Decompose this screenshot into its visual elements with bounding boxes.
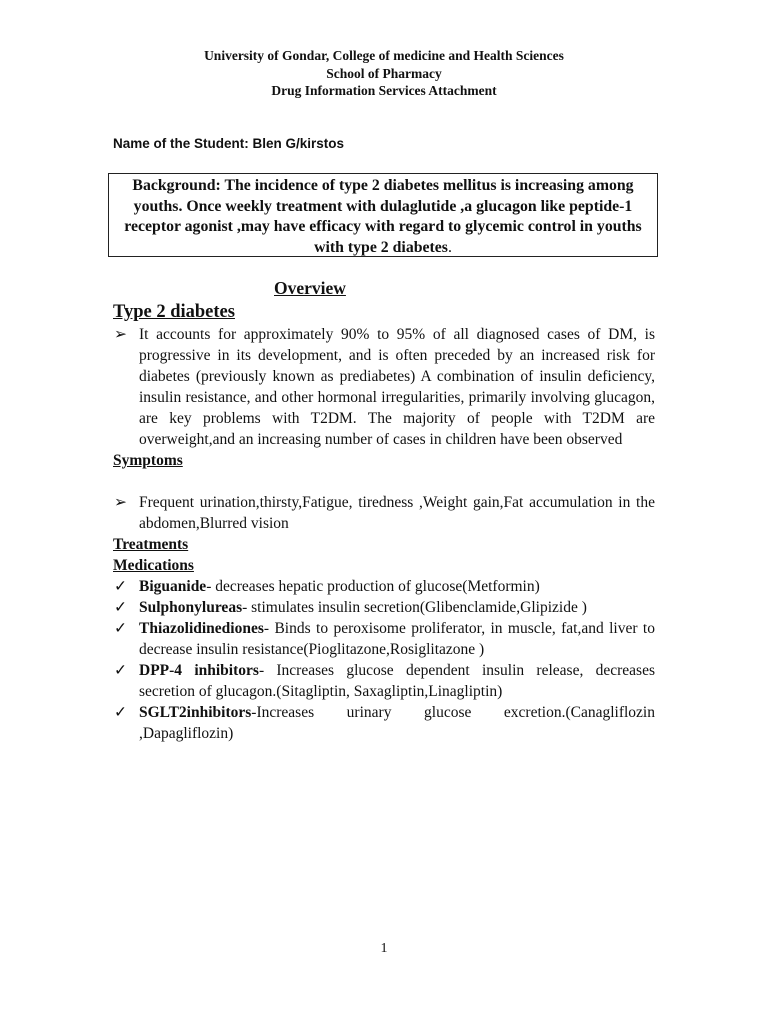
student-name: Name of the Student: Blen G/kirstos xyxy=(113,136,345,151)
checkmark-icon: ✓ xyxy=(114,620,127,637)
main-content xyxy=(113,301,655,744)
medication-name: SGLT2inhibitors xyxy=(139,704,252,721)
medication-item xyxy=(113,576,655,597)
symptoms-bullet xyxy=(113,492,655,534)
attachment-line: Drug Information Services Attachment xyxy=(271,83,497,98)
treatments-heading: Treatments xyxy=(113,536,189,553)
checkmark-icon: ✓ xyxy=(114,599,127,616)
arrowhead-bullet-icon: ➢ xyxy=(114,494,127,511)
spacer xyxy=(113,471,655,492)
checkmark-icon: ✓ xyxy=(114,578,127,595)
type2-bullet xyxy=(113,324,655,450)
school-line: School of Pharmacy xyxy=(326,65,442,81)
background-box xyxy=(108,173,658,257)
symptoms-bullet-text: Frequent urination,thirsty,Fatigue, tiredness ,Weight gain,Fat accumulation in the abdomen,Blurred vision xyxy=(139,494,655,532)
checkmark-icon: ✓ xyxy=(114,662,127,679)
medication-text: - decreases hepatic production of glucose(Metformin) xyxy=(206,578,540,595)
type2-heading: Type 2 diabetes xyxy=(113,302,235,322)
medication-text: - Increases glucose dependent insulin release, decreases secretion of glucagon.(Sitagliptin, Saxagliptin,Linagliptin) xyxy=(139,662,655,700)
university-line: University of Gondar, College of medicine and Health Sciences xyxy=(204,48,564,63)
page-number: 1 xyxy=(380,941,388,956)
symptoms-heading: Symptoms xyxy=(113,452,183,469)
checkmark-icon: ✓ xyxy=(114,704,127,721)
medication-name: DPP-4 inhibitors xyxy=(139,662,259,679)
medication-text: -Increases urinary glucose excretion.(Canagliflozin ,Dapagliflozin) xyxy=(139,704,655,742)
document-header xyxy=(0,47,768,100)
medication-item xyxy=(113,597,655,618)
medication-name: Biguanide xyxy=(139,578,207,595)
medication-item xyxy=(113,702,655,744)
medication-text: - Binds to peroxisome proliferator, in muscle, fat,and liver to decrease insulin resistance(Pioglitazone,Rosiglitazone ) xyxy=(139,620,655,658)
arrowhead-bullet-icon: ➢ xyxy=(114,326,127,343)
type2-bullet-text: It accounts for approximately 90% to 95% of all diagnosed cases of DM, is progressive in its development, and is often preceded by an increased risk for diabetes (previously known as prediabetes) A combination of insulin deficiency, insulin resistance, and other hormonal irregularities, primarily involving glucagon, are key problems with T2DM. The majority of people with T2DM are overweight,and an increasing number of cases in children have been observed xyxy=(139,326,655,448)
medication-item xyxy=(113,660,655,702)
background-tail: . xyxy=(447,238,452,256)
background-text: Background: The incidence of type 2 diabetes mellitus is increasing among youths. Once weekly treatment with dulaglutide ,a glucagon like peptide-1 receptor agonist ,may have efficacy with regard to glycemic control in youths with type 2 diabetes xyxy=(124,177,642,256)
medication-name: Sulphonylureas xyxy=(139,599,243,616)
medications-heading: Medications xyxy=(113,557,194,574)
medication-item xyxy=(113,618,655,660)
overview-heading: Overview xyxy=(274,278,346,298)
medication-text: - stimulates insulin secretion(Glibenclamide,Glipizide ) xyxy=(242,599,587,616)
medication-name: Thiazolidinediones xyxy=(139,620,264,637)
